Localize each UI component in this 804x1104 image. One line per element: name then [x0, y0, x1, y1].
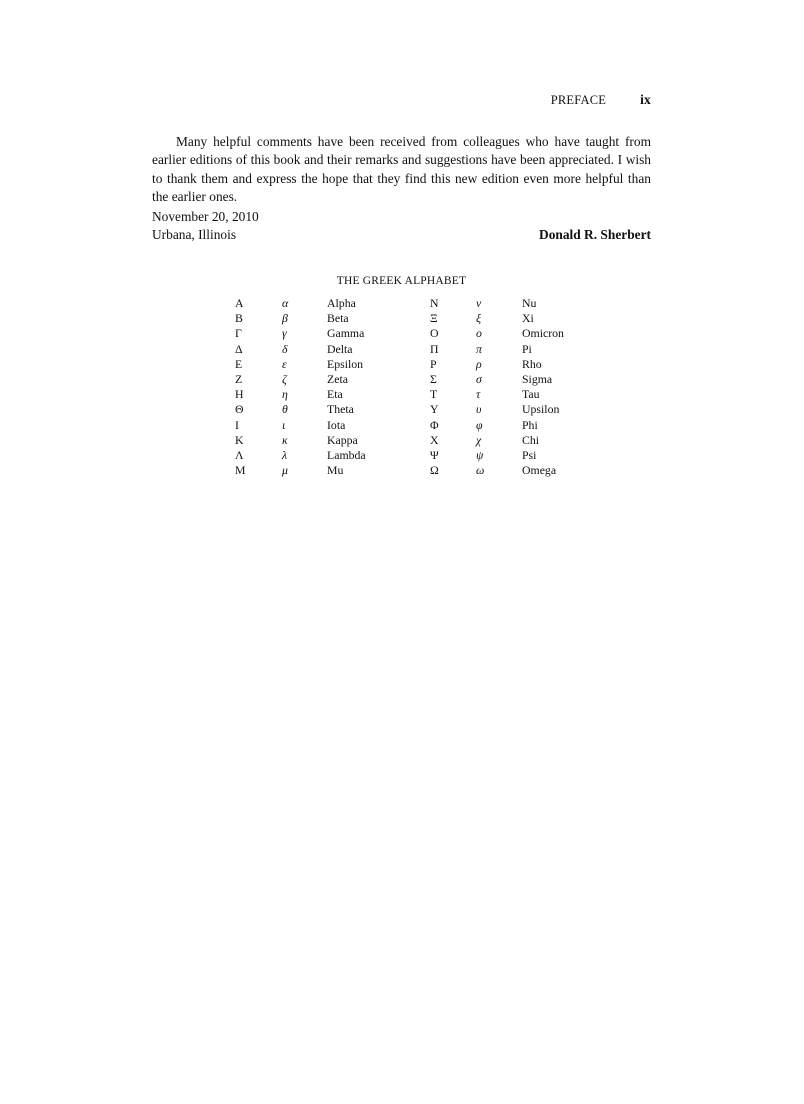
document-page [152, 0, 651, 1104]
greek-lowercase-letter: κ [282, 432, 288, 447]
greek-uppercase-letter: Y [430, 402, 439, 417]
greek-uppercase-letter: O [430, 326, 439, 341]
greek-alphabet-table [235, 296, 595, 478]
greek-uppercase-letter: Π [430, 341, 439, 356]
greek-table-row [235, 372, 595, 387]
signature-author: Donald R. Sherbert [539, 227, 651, 242]
greek-letter-name: Omicron [522, 326, 564, 341]
greek-table-row [235, 296, 595, 311]
greek-letter-name: Zeta [327, 371, 348, 386]
greek-table-row [235, 433, 595, 448]
greek-letter-name: Epsilon [327, 356, 364, 371]
greek-letter-name: Psi [522, 447, 537, 462]
greek-alphabet-title: THE GREEK ALPHABET [336, 275, 467, 287]
greek-letter-name: Omega [522, 463, 557, 478]
greek-letter-name: Gamma [327, 326, 365, 341]
greek-table-row [235, 342, 595, 357]
greek-lowercase-letter: ξ [476, 311, 482, 326]
signature-date: November 20, 2010 [152, 209, 259, 224]
greek-uppercase-letter: Γ [235, 326, 242, 341]
greek-uppercase-letter: Ξ [430, 311, 438, 326]
greek-letter-name: Xi [522, 311, 534, 326]
greek-letter-name: Iota [327, 417, 346, 432]
greek-letter-name: Mu [327, 463, 344, 478]
greek-uppercase-letter: M [235, 463, 246, 478]
greek-lowercase-letter: ι [282, 417, 286, 432]
preface-paragraph: Many helpful comments have been received from colleagues who have taught from earlier editions of this book and their remarks and suggestions have been appreciated. I wish to thank them and express the hope that they find this new edition even more helpful than the earlier ones. [152, 134, 651, 205]
greek-lowercase-letter: η [282, 387, 288, 402]
greek-lowercase-letter: o [476, 326, 482, 341]
greek-letter-name: Alpha [327, 296, 356, 310]
greek-letter-name: Theta [327, 402, 354, 417]
greek-lowercase-letter: ψ [476, 447, 484, 462]
greek-lowercase-letter: δ [282, 341, 288, 356]
greek-lowercase-letter: ν [476, 296, 482, 310]
page-number: ix [640, 92, 651, 107]
greek-lowercase-letter: β [282, 311, 288, 326]
greek-lowercase-letter: λ [282, 447, 288, 462]
greek-uppercase-letter: P [430, 356, 437, 371]
greek-uppercase-letter: A [235, 296, 244, 310]
running-header [551, 92, 651, 108]
greek-lowercase-letter: ζ [282, 371, 287, 386]
greek-table-row [235, 463, 595, 478]
greek-letter-name: Delta [327, 341, 353, 356]
greek-lowercase-letter: ω [476, 463, 485, 478]
greek-lowercase-letter: ε [282, 356, 287, 371]
greek-letter-name: Upsilon [522, 402, 560, 417]
greek-table-row [235, 402, 595, 417]
greek-lowercase-letter: χ [476, 432, 482, 447]
greek-letter-name: Tau [522, 387, 540, 402]
greek-uppercase-letter: Δ [235, 341, 243, 356]
greek-table-row [235, 387, 595, 402]
greek-uppercase-letter: T [430, 387, 438, 402]
greek-lowercase-letter: σ [476, 371, 482, 386]
greek-lowercase-letter: π [476, 341, 482, 356]
greek-lowercase-letter: φ [476, 417, 483, 432]
greek-lowercase-letter: τ [476, 387, 481, 402]
greek-lowercase-letter: γ [282, 326, 287, 341]
greek-letter-name: Phi [522, 417, 538, 432]
greek-table-row [235, 357, 595, 372]
greek-letter-name: Eta [327, 387, 343, 402]
greek-table-row [235, 311, 595, 326]
greek-uppercase-letter: K [235, 432, 244, 447]
signature-place: Urbana, Illinois [152, 227, 237, 242]
greek-letter-name: Rho [522, 356, 542, 371]
greek-uppercase-letter: Ω [430, 463, 439, 478]
greek-letter-name: Lambda [327, 447, 366, 462]
greek-uppercase-letter: Ψ [430, 447, 439, 462]
greek-uppercase-letter: Σ [430, 371, 437, 386]
greek-uppercase-letter: Z [235, 371, 243, 386]
greek-uppercase-letter: B [235, 311, 243, 326]
greek-lowercase-letter: υ [476, 402, 482, 417]
greek-uppercase-letter: H [235, 387, 244, 402]
greek-lowercase-letter: ρ [476, 356, 482, 371]
greek-table-row [235, 326, 595, 341]
greek-uppercase-letter: E [235, 356, 243, 371]
greek-table-row [235, 418, 595, 433]
greek-uppercase-letter: I [235, 417, 239, 432]
greek-uppercase-letter: N [430, 296, 439, 310]
greek-lowercase-letter: μ [282, 463, 288, 478]
greek-uppercase-letter: Φ [430, 417, 439, 432]
greek-lowercase-letter: θ [282, 402, 288, 417]
greek-uppercase-letter: Λ [235, 447, 244, 462]
greek-letter-name: Chi [522, 432, 540, 447]
greek-letter-name: Sigma [522, 371, 553, 386]
greek-letter-name: Beta [327, 311, 349, 326]
greek-letter-name: Pi [522, 341, 532, 356]
greek-uppercase-letter: Θ [235, 402, 244, 417]
greek-lowercase-letter: α [282, 296, 289, 310]
greek-letter-name: Kappa [327, 432, 358, 447]
header-section-title: PREFACE [550, 93, 607, 107]
greek-uppercase-letter: X [430, 432, 439, 447]
greek-letter-name: Nu [522, 296, 537, 310]
greek-table-row [235, 448, 595, 463]
